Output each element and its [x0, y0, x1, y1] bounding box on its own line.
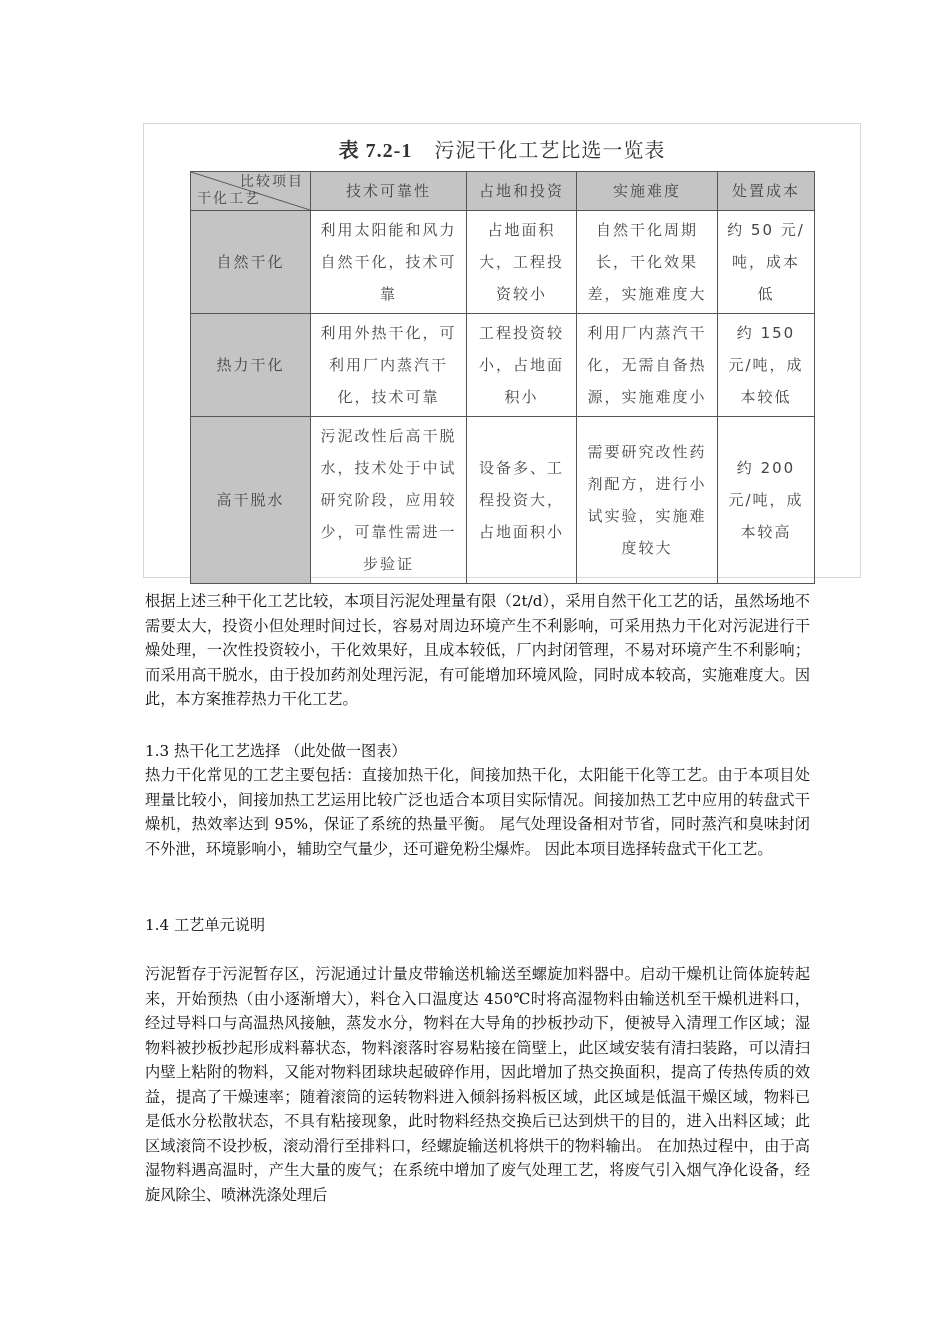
table-cell: 约 200 元/吨，成本较高 — [718, 417, 815, 584]
header-land-investment: 占地和投资 — [467, 172, 577, 211]
paragraph-thermal-drying-selection: 热力干化常见的工艺主要包括：直接加热干化，间接加热干化，太阳能干化等工艺。由于本项目处理量比较小，间接加热工艺运用比较广泛也适合本项目实际情况。间接加热工艺中应用的转盘式干燥机，热效率达到 95%，保证了系统的热量平衡。 尾气处理设备相对节省，同时蒸汽和臭味封闭不外泄，环境影响小，辅助空气量少，还可避免粉尘爆炸。 因此本项目选择转盘式干化工艺。 — [145, 766, 810, 858]
table-cell: 占地面积大，工程投资较小 — [467, 211, 577, 314]
table-cell: 约 150 元/吨，成本较低 — [718, 314, 815, 417]
table-header-row — [191, 172, 815, 211]
paragraph-process-unit-description: 污泥暂存于污泥暂存区，污泥通过计量皮带输送机输送至螺旋加料器中。启动干燥机让筒体旋转起来，开始预热（由小逐渐增大），料仓入口温度达 450℃时将高湿物料由输送机至干燥机进料口，经过导料口与高温热风接触，蒸发水分，物料在大导角的抄板抄动下，便被导入清理工作区域；湿物料被抄板抄起形成料幕状态，物料滚落时容易粘接在筒壁上，此区域安装有清扫装路，可以清扫内壁上粘附的物料，又能对物料团球块起破碎作用，因此增加了热交换面积，提高了传热传质的效益，提高了干燥速率；随着滚筒的运转物料进入倾斜扬料板区域，此区域是低温干燥区域，物料已是低水分松散状态，不具有粘接现象，此时物料经热交换后已达到烘干的目的，进入出料区域；此区域滚筒不设抄板，滚动滑行至排料口，经螺旋输送机将烘干的物料输出。 在加热过程中，由于高湿物料遇高温时，产生大量的废气；在系统中增加了废气处理工艺，将废气引入烟气净化设备，经旋风除尘、喷淋洗涤处理后 — [145, 965, 810, 1204]
table-cell: 需要研究改性药剂配方，进行小试实验，实施难度较大 — [577, 417, 718, 584]
corner-label-process: 干化工艺 — [197, 191, 261, 207]
table-cell: 自然干化周期长，干化效果差，实施难度大 — [577, 211, 718, 314]
table-corner-cell — [191, 172, 311, 211]
comparison-table-figure — [143, 123, 861, 578]
row-header-high-dry-dewatering: 高干脱水 — [191, 417, 311, 584]
table-row — [191, 211, 815, 314]
section-heading-1-4: 1.4 工艺单元说明 — [145, 916, 266, 934]
table-row — [191, 314, 815, 417]
corner-label-compare: 比较项目 — [240, 174, 304, 190]
header-cost: 处置成本 — [718, 172, 815, 211]
header-reliability: 技术可靠性 — [311, 172, 467, 211]
table-caption-number: 表 7.2-1 — [338, 140, 413, 162]
row-header-thermal-drying: 热力干化 — [191, 314, 311, 417]
table-cell: 设备多、工程投资大，占地面积小 — [467, 417, 577, 584]
table-cell: 约 50 元/吨，成本低 — [718, 211, 815, 314]
table-cell: 利用太阳能和风力自然干化，技术可靠 — [311, 211, 467, 314]
section-heading-1-3: 1.3 热干化工艺选择 （此处做一图表） — [145, 742, 407, 760]
table-cell: 工程投资较小，占地面积小 — [467, 314, 577, 417]
table-caption — [144, 134, 860, 163]
table-caption-text: 污泥干化工艺比选一览表 — [434, 138, 666, 162]
row-header-natural-drying: 自然干化 — [191, 211, 311, 314]
table-cell: 污泥改性后高干脱水，技术处于中试研究阶段，应用较少，可靠性需进一步验证 — [311, 417, 467, 584]
table-cell: 利用外热干化，可利用厂内蒸汽干化，技术可靠 — [311, 314, 467, 417]
paragraph-process-comparison: 根据上述三种干化工艺比较，本项目污泥处理量有限（2t/d），采用自然干化工艺的话，虽然场地不需要太大，投资小但处理时间过长，容易对周边环境产生不利影响，可采用热力干化对污泥进行干燥处理，一次性投资较小，干化效果好，且成本较低，厂内封闭管理，不易对环境产生不利影响；而采用高干脱水，由于投加药剂处理污泥，有可能增加环境风险，同时成本较高，实施难度大。因此，本方案推荐热力干化工艺。 — [145, 592, 810, 708]
table-row — [191, 417, 815, 584]
comparison-table — [190, 171, 815, 584]
header-difficulty: 实施难度 — [577, 172, 718, 211]
table-cell: 利用厂内蒸汽干化，无需自备热源，实施难度小 — [577, 314, 718, 417]
